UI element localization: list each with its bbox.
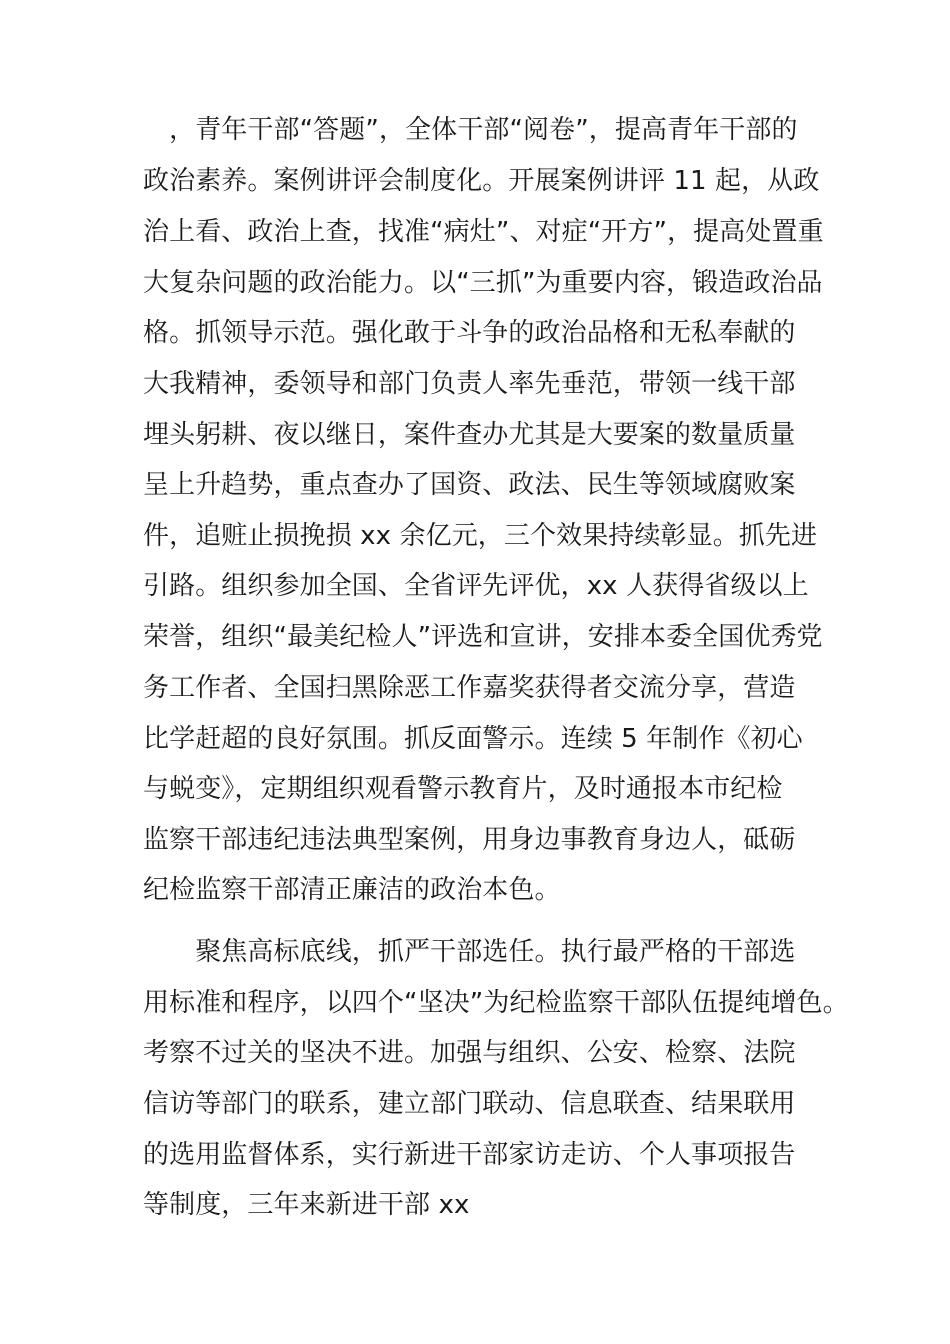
text-line: 信访等部门的联系，建立部门联动、信息联查、结果联用: [143, 1089, 796, 1119]
text-line: 比学赶超的良好氛围。抓反面警示。连续 5 年制作《初心: [143, 724, 803, 754]
text-line: 引路。组织参加全国、全省评先评优，xx 人获得省级以上: [143, 571, 809, 601]
text-line: ，青年干部“答题”，全体干部“阅卷”，提高青年干部的: [143, 115, 798, 145]
text-line: 监察干部违纪违法典型案例，用身边事教育身边人，砥砺: [143, 825, 796, 855]
text-line: 纪检监察干部清正廉洁的政治本色。: [143, 875, 561, 905]
text-line: 呈上升趋势，重点查办了国资、政法、民生等领域腐败案: [143, 470, 796, 500]
text-line: 等制度，三年来新进干部 xx: [143, 1190, 470, 1220]
text-line: 与蜕变》，定期组织观看警示教育片，及时通报本市纪检: [143, 774, 783, 804]
text-line: 荣誉，组织“最美纪检人”评选和宣讲，安排本委全国优秀党: [143, 622, 823, 652]
text-line: 大我精神，委领导和部门负责人率先垂范，带领一线干部: [143, 369, 796, 399]
text-line: 政治素养。案例讲评会制度化。开展案例讲评 11 起，从政: [143, 166, 820, 196]
text-line: 务工作者、全国扫黑除恶工作嘉奖获得者交流分享，营造: [143, 673, 796, 703]
text-line: 聚焦高标底线，抓严干部选任。执行最严格的干部选: [143, 937, 796, 967]
text-line: 的选用监督体系，实行新进干部家访走访、个人事项报告: [143, 1140, 796, 1170]
text-line: 件，追赃止损挽损 xx 余亿元，三个效果持续彰显。抓先进: [143, 521, 818, 551]
text-line: 格。抓领导示范。强化敢于斗争的政治品格和无私奉献的: [143, 318, 796, 348]
text-line: 埋头躬耕、夜以继日，案件查办尤其是大要案的数量质量: [143, 420, 796, 450]
text-line: 治上看、政治上查，找准“病灶”、对症“开方”，提高处置重: [143, 217, 824, 247]
text-line: 大复杂问题的政治能力。以“三抓”为重要内容，锻造政治品: [143, 268, 823, 298]
text-line: 考察不过关的坚决不进。加强与组织、公安、检察、法院: [143, 1038, 796, 1068]
text-line: 用标准和程序，以四个“坚决”为纪检监察干部队伍提纯增色。: [143, 988, 849, 1018]
